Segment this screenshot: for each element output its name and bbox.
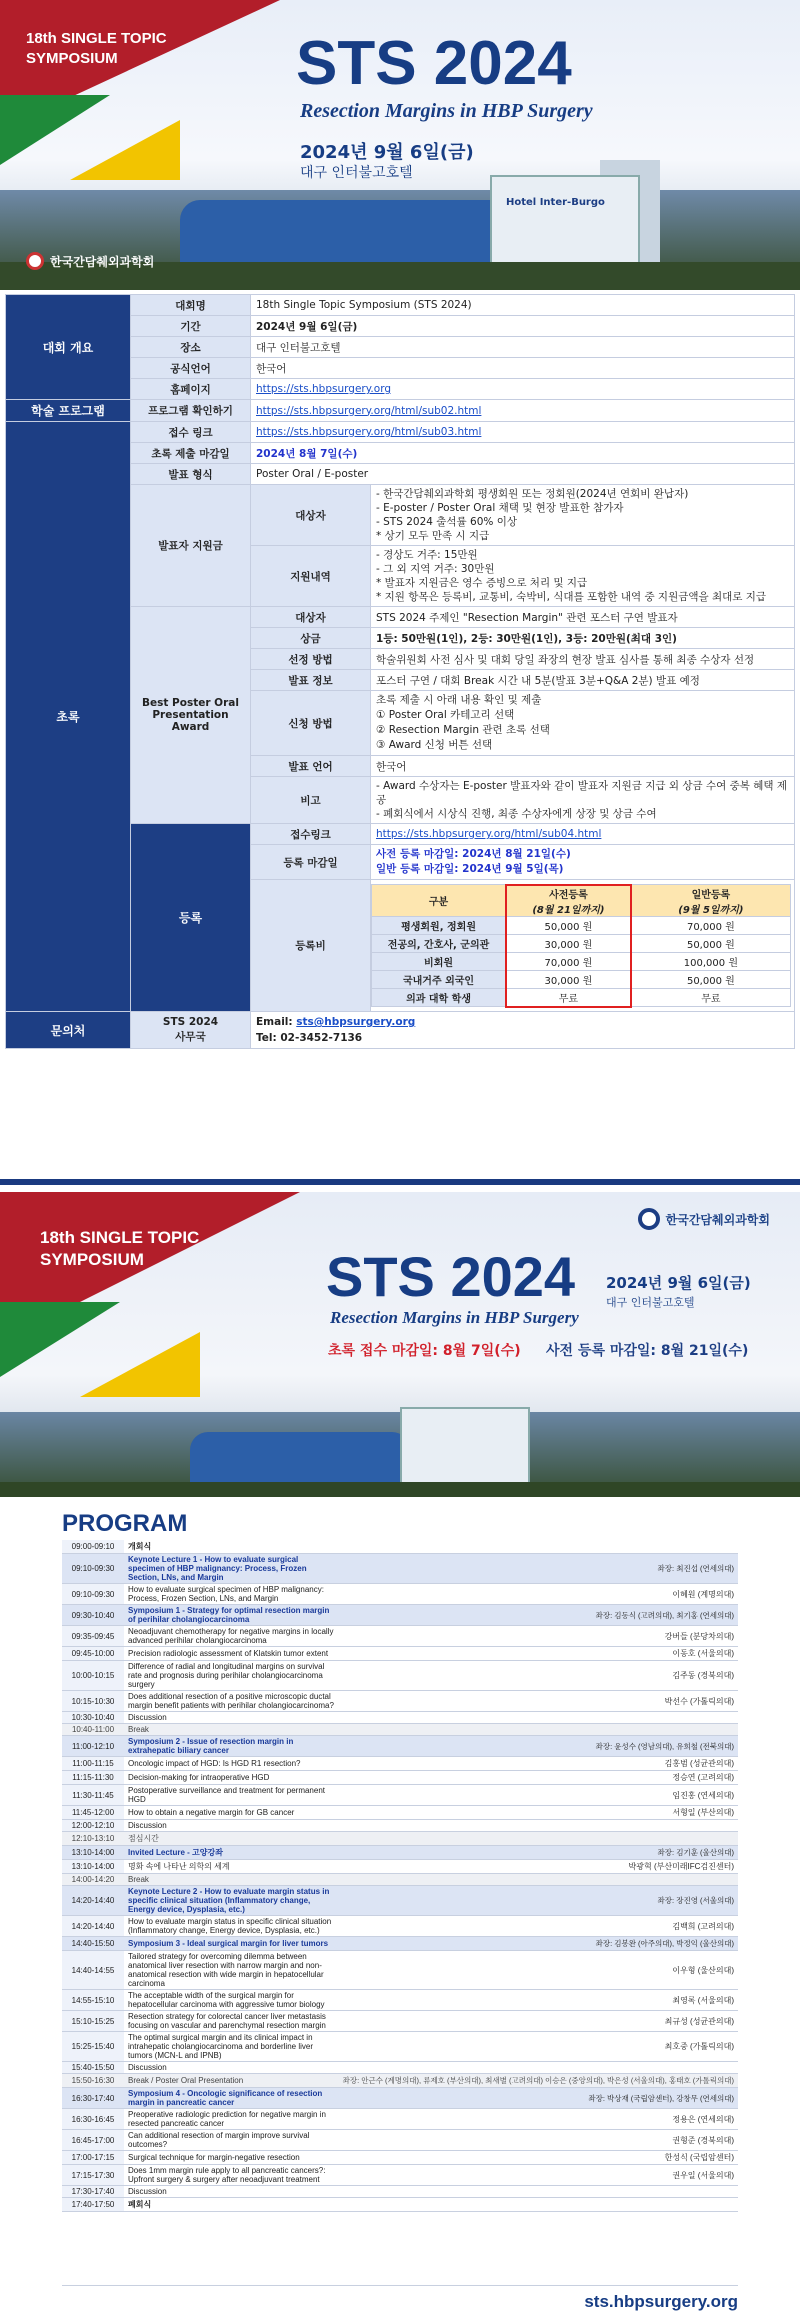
program-time: 10:15-10:30 xyxy=(62,1691,124,1712)
program-row xyxy=(62,2109,738,2130)
symposium-line2: SYMPOSIUM xyxy=(40,1250,144,1269)
fee-type: 의과 대학 학생 xyxy=(372,989,506,1007)
symposium-line1: 18th SINGLE TOPIC xyxy=(40,1228,200,1247)
support-detail-line: * 발표자 지원금은 영수 증빙으로 처리 및 지급 xyxy=(376,577,588,589)
category-contact: 문의처 xyxy=(6,1012,131,1049)
contact-tel: Tel: 02-3452-7136 xyxy=(256,1032,363,1044)
program-title: Break xyxy=(124,1874,339,1886)
program-time: 13:10-14:00 xyxy=(62,1860,124,1874)
program-speaker: 박광혁 (부산미래IFC검진센터) xyxy=(339,1860,738,1874)
note-line: - Award 수상자는 E-poster 발표자와 같이 발표자 지원금 지급 외 상금 수여 중복 혜택 제공 xyxy=(376,780,787,806)
contact-email-line xyxy=(256,1014,789,1030)
program-title: Symposium 2 - Issue of resection margin in extrahepatic biliary cancer xyxy=(124,1736,339,1757)
program-speaker xyxy=(339,2062,738,2074)
program-time: 10:30-10:40 xyxy=(62,1712,124,1724)
abstract-deadline: 2024년 8월 7일(수) xyxy=(251,443,795,464)
program-speaker: 최규성 (성균관의대) xyxy=(339,2011,738,2032)
program-time: 15:10-15:25 xyxy=(62,2011,124,2032)
program-time: 15:25-15:40 xyxy=(62,2032,124,2062)
program-time: 15:40-15:50 xyxy=(62,2062,124,2074)
program-speaker: 이혜원 (계명의대) xyxy=(339,1584,738,1605)
program-title: 폐회식 xyxy=(124,2198,339,2212)
program-time: 11:00-11:15 xyxy=(62,1757,124,1771)
support-target-line: - E-poster / Poster Oral 채택 및 현장 발표한 참가자 xyxy=(376,502,624,514)
program-row xyxy=(62,1937,738,1951)
contact-row xyxy=(6,1012,795,1049)
event-subtitle: Resection Margins in HBP Surgery xyxy=(300,100,593,122)
program-time: 14:00-14:20 xyxy=(62,1874,124,1886)
program-time: 14:20-14:40 xyxy=(62,1916,124,1937)
yellow-triangle-decor xyxy=(70,120,180,180)
program-speaker: 이동호 (서울의대) xyxy=(339,1647,738,1661)
program-speaker: 좌장: 장진영 (서울의대) xyxy=(339,1886,738,1916)
program-row xyxy=(62,1724,738,1736)
program-time: 14:20-14:40 xyxy=(62,1886,124,1916)
fee-row xyxy=(372,953,791,971)
program-speaker: 강버들 (분당차의대) xyxy=(339,1626,738,1647)
program-row xyxy=(62,2011,738,2032)
program-row xyxy=(62,1540,738,1554)
label-award-lang: 발표 언어 xyxy=(251,756,371,777)
program-time: 09:10-09:30 xyxy=(62,1554,124,1584)
info-table xyxy=(5,294,795,1049)
program-row xyxy=(62,2088,738,2109)
program-title: Symposium 3 - Ideal surgical margin for liver tumors xyxy=(124,1937,339,1951)
program-time: 09:10-09:30 xyxy=(62,1584,124,1605)
value-event-name: 18th Single Topic Symposium (STS 2024) xyxy=(251,295,795,316)
label-reg-link: 접수링크 xyxy=(251,824,371,845)
program-row xyxy=(62,1736,738,1757)
support-detail-line: - 그 외 지역 거주: 30만원 xyxy=(376,563,495,575)
label-program: 프로그램 확인하기 xyxy=(131,400,251,422)
program-row xyxy=(62,1691,738,1712)
apply-line: ③ Award 신청 버튼 선택 xyxy=(376,739,493,751)
program-title: Break xyxy=(124,1724,339,1736)
abstract-row xyxy=(6,422,795,443)
apply-line: ① Poster Oral 카테고리 선택 xyxy=(376,709,515,721)
program-section xyxy=(0,1192,800,2320)
fee-gen: 50,000 원 xyxy=(631,971,790,989)
top-banner xyxy=(0,0,800,290)
program-time: 15:50-16:30 xyxy=(62,2074,124,2088)
program-row xyxy=(62,1916,738,1937)
program-time: 16:30-17:40 xyxy=(62,2088,124,2109)
program-row xyxy=(62,1626,738,1647)
program-speaker xyxy=(339,1712,738,1724)
label-support: 발표자 지원금 xyxy=(131,485,251,607)
program-row xyxy=(62,2151,738,2165)
program-time: 13:10-14:00 xyxy=(62,1846,124,1860)
program-speaker: 최영록 (서울의대) xyxy=(339,1990,738,2011)
fee-row xyxy=(372,935,791,953)
label-format: 발표 형식 xyxy=(131,464,251,485)
award-apply xyxy=(371,691,795,756)
label-language: 공식언어 xyxy=(131,358,251,379)
program-speaker: 좌장: 박상재 (국립암센터), 강창무 (연세의대) xyxy=(339,2088,738,2109)
program-title: Does 1mm margin rule apply to all pancreatic cancers?: Upfront surgery & surgery after neoadjuvant treatment xyxy=(124,2165,339,2186)
program-title: 점심시간 xyxy=(124,1832,339,1846)
program-speaker: 정승연 (고려의대) xyxy=(339,1771,738,1785)
fee-row xyxy=(372,971,791,989)
society-emblem-icon xyxy=(26,252,44,270)
fee-type: 전공의, 간호사, 군의관 xyxy=(372,935,506,953)
program-speaker xyxy=(339,1540,738,1554)
label-award-info: 발표 정보 xyxy=(251,670,371,691)
support-detail-line: * 지원 항목은 등록비, 교통비, 숙박비, 식대를 포함한 내역 중 지원금액을 최대로 지급 xyxy=(376,591,767,603)
program-row xyxy=(62,1846,738,1860)
program-time: 14:55-15:10 xyxy=(62,1990,124,2011)
fee-pre: 30,000 원 xyxy=(506,971,632,989)
label-venue: 장소 xyxy=(131,337,251,358)
society-name: 한국간담췌외과학회 xyxy=(665,1212,770,1227)
program-row xyxy=(62,2198,738,2212)
society-emblem-icon xyxy=(638,1208,660,1230)
label-event-name: 대회명 xyxy=(131,295,251,316)
program-row xyxy=(62,2186,738,2198)
program-title: Discussion xyxy=(124,1712,339,1724)
program-time: 09:35-09:45 xyxy=(62,1626,124,1647)
program-speaker: 김백희 (고려의대) xyxy=(339,1916,738,1937)
society-logo xyxy=(638,1208,770,1230)
yellow-triangle-decor xyxy=(80,1332,200,1397)
program-title: Decision-making for intraoperative HGD xyxy=(124,1771,339,1785)
fee-gen: 50,000 원 xyxy=(631,935,790,953)
support-targets xyxy=(371,485,795,546)
pre-reg-deadline-banner: 사전 등록 마감일: 8월 21일(수) xyxy=(546,1343,749,1359)
program-title: Discussion xyxy=(124,2186,339,2198)
program-speaker: 좌장: 윤성수 (영남의대), 유희철 (전북의대) xyxy=(339,1736,738,1757)
program-time: 09:45-10:00 xyxy=(62,1647,124,1661)
category-abstract: 초록 xyxy=(6,422,131,1012)
program-time: 11:45-12:00 xyxy=(62,1806,124,1820)
fee-header-pre-date: (8월 21일까지) xyxy=(532,904,605,916)
program-title: Symposium 1 - Strategy for optimal resection margin of perihilar cholangiocarcinoma xyxy=(124,1605,339,1626)
banner2-photo-building xyxy=(190,1432,410,1487)
program-speaker xyxy=(339,1874,738,1886)
program-row xyxy=(62,1951,738,1990)
program-title: Tailored strategy for overcoming dilemma between anatomical liver resection with narrow margin and non-anatomical resection with wide margin in hepatocellular carcinoma xyxy=(124,1951,339,1990)
value-period: 2024년 9월 6일(금) xyxy=(251,316,795,337)
gen-reg-deadline: 일반 등록 마감일: 2024년 9월 5일(목) xyxy=(376,863,564,875)
program-time: 17:15-17:30 xyxy=(62,2165,124,2186)
overview-row xyxy=(6,295,795,316)
fee-pre: 30,000 원 xyxy=(506,935,632,953)
program-title: Does additional resection of a positive microscopic ductal margin benefit patients with perihilar cholangiocarcinoma? xyxy=(124,1691,339,1712)
label-homepage: 홈페이지 xyxy=(131,379,251,400)
fee-pre: 50,000 원 xyxy=(506,917,632,935)
category-overview: 대회 개요 xyxy=(6,295,131,400)
program-row xyxy=(62,1647,738,1661)
program-title: The optimal surgical margin and its clinical impact in intrahepatic cholangiocarcinoma and borderline liver tumors (MCN-L and IPNB) xyxy=(124,2032,339,2062)
program-title: Postoperative surveillance and treatment for permanent HGD xyxy=(124,1785,339,1806)
award-notes xyxy=(371,777,795,824)
program-speaker: 권형준 (경북의대) xyxy=(339,2130,738,2151)
program-time: 17:40-17:50 xyxy=(62,2198,124,2212)
symposium-line1: 18th SINGLE TOPIC xyxy=(26,30,167,47)
label-award-target: 대상자 xyxy=(251,607,371,628)
fee-gen: 100,000 원 xyxy=(631,953,790,971)
program-title: Discussion xyxy=(124,1820,339,1832)
program-speaker xyxy=(339,2186,738,2198)
program-row xyxy=(6,400,795,422)
program-row xyxy=(62,1605,738,1626)
value-award-prize: 1등: 50만원(1인), 2등: 30만원(1인), 3등: 20만원(최대 3인) xyxy=(371,628,795,649)
category-program: 학술 프로그램 xyxy=(6,400,131,422)
note-line: - 폐회식에서 시상식 진행, 최종 수상자에게 상장 및 상금 수여 xyxy=(376,808,657,820)
program-link[interactable]: https://sts.hbpsurgery.org/html/sub02.html xyxy=(256,404,482,417)
program-speaker: 한성식 (국립암센터) xyxy=(339,2151,738,2165)
program-title: Precision radiologic assessment of Klatskin tumor extent xyxy=(124,1647,339,1661)
value-award-lang: 한국어 xyxy=(371,756,795,777)
program-row xyxy=(62,1785,738,1806)
fee-pre: 무료 xyxy=(506,989,632,1007)
label-award-note: 비고 xyxy=(251,777,371,824)
value-venue: 대구 인터불고호텔 xyxy=(251,337,795,358)
program-time: 11:30-11:45 xyxy=(62,1785,124,1806)
program-row xyxy=(62,1806,738,1820)
program-row xyxy=(62,2062,738,2074)
program-row xyxy=(62,2074,738,2088)
program-row xyxy=(62,1820,738,1832)
event-subtitle: Resection Margins in HBP Surgery xyxy=(330,1308,579,1327)
banner2-photo-hotel xyxy=(400,1407,530,1487)
program-time: 09:30-10:40 xyxy=(62,1605,124,1626)
program-time: 12:00-12:10 xyxy=(62,1820,124,1832)
program-speaker xyxy=(339,1724,738,1736)
label-support-detail: 지원내역 xyxy=(251,546,371,607)
program-title: Keynote Lecture 2 - How to evaluate margin status in specific clinical situation (Inflammatory change, Energy device, Dysplasia, etc.) xyxy=(124,1886,339,1916)
label-fee: 등록비 xyxy=(251,880,371,1012)
program-speaker: 좌장: 안근수 (계명의대), 류제호 (부산의대), 최새별 (고려의대) 이승은 (중앙의대), 박은성 (서울의대), 홍태호 (가톨릭의대) xyxy=(339,2074,738,2088)
fee-table xyxy=(371,884,791,1007)
banner-photo-hotel xyxy=(490,175,640,270)
program-time: 16:45-17:00 xyxy=(62,2130,124,2151)
label-abstract-link: 접수 링크 xyxy=(131,422,251,443)
program-title: Oncologic impact of HGD: Is HGD R1 resection? xyxy=(124,1757,339,1771)
program-row xyxy=(62,1584,738,1605)
contact-email-link[interactable]: sts@hbpsurgery.org xyxy=(296,1016,416,1028)
email-label: Email: xyxy=(256,1016,297,1028)
pre-reg-deadline: 사전 등록 마감일: 2024년 8월 21일(수) xyxy=(376,848,571,860)
program-row xyxy=(62,1874,738,1886)
program-time: 17:00-17:15 xyxy=(62,2151,124,2165)
fee-header-pre-label: 사전등록 xyxy=(549,889,588,901)
program-title: 명화 속에 나타난 의학의 세계 xyxy=(124,1860,339,1874)
program-row xyxy=(62,2130,738,2151)
label-award-prize: 상금 xyxy=(251,628,371,649)
program-table xyxy=(62,1540,738,2212)
fee-pre: 70,000 원 xyxy=(506,953,632,971)
program-banner xyxy=(0,1192,800,1497)
apply-line: ② Resection Margin 관련 초록 선택 xyxy=(376,724,550,736)
program-heading: PROGRAM xyxy=(62,1510,188,1537)
program-time: 12:10-13:10 xyxy=(62,1832,124,1846)
program-title: Break / Poster Oral Presentation xyxy=(124,2074,339,2088)
society-name: 한국간담췌외과학회 xyxy=(50,254,155,269)
program-speaker: 서형일 (부산의대) xyxy=(339,1806,738,1820)
value-format: Poster Oral / E-poster xyxy=(251,464,795,485)
fee-header-gen xyxy=(631,885,790,917)
program-time: 11:15-11:30 xyxy=(62,1771,124,1785)
event-date: 2024년 9월 6일(금) xyxy=(300,142,474,163)
program-speaker xyxy=(339,2198,738,2212)
abstract-deadline-banner: 초록 접수 마감일: 8월 7일(수) xyxy=(328,1343,521,1359)
program-row xyxy=(62,1554,738,1584)
program-time: 14:40-14:55 xyxy=(62,1951,124,1990)
event-venue: 대구 인터불고호텔 xyxy=(606,1296,695,1309)
program-row xyxy=(62,1990,738,2011)
label-award: Best Poster Oral Presentation Award xyxy=(131,607,251,824)
program-speaker: 김주동 (경북의대) xyxy=(339,1661,738,1691)
program-speaker: 좌장: 김봉완 (아주의대), 박정익 (울산의대) xyxy=(339,1937,738,1951)
program-title: How to evaluate surgical specimen of HBP malignancy: Process, Frozen Section, LNs, and Margin xyxy=(124,1584,339,1605)
program-title: How to obtain a negative margin for GB cancer xyxy=(124,1806,339,1820)
fee-header-pre xyxy=(506,885,632,917)
program-row xyxy=(62,1661,738,1691)
support-target-line: - 한국간담췌외과학회 평생회원 또는 정회원(2024년 연회비 완납자) xyxy=(376,488,689,500)
label-contact xyxy=(131,1012,251,1049)
program-row xyxy=(62,1757,738,1771)
program-row xyxy=(62,1886,738,1916)
program-row xyxy=(62,1771,738,1785)
value-award-info: 포스터 구연 / 대회 Break 시간 내 5분(발표 3분+Q&A 2분) 발표 예정 xyxy=(371,670,795,691)
program-time: 10:40-11:00 xyxy=(62,1724,124,1736)
event-date: 2024년 9월 6일(금) xyxy=(606,1274,751,1292)
program-title: Neoadjuvant chemotherapy for negative margins in locally advanced perihilar cholangiocarcinoma xyxy=(124,1626,339,1647)
program-speaker: 임진홍 (연세의대) xyxy=(339,1785,738,1806)
program-speaker: 최호중 (가톨릭의대) xyxy=(339,2032,738,2062)
label-abstract-deadline: 초록 제출 마감일 xyxy=(131,443,251,464)
category-registration: 등록 xyxy=(131,824,251,1012)
program-speaker xyxy=(339,1820,738,1832)
program-time: 11:00-12:10 xyxy=(62,1736,124,1757)
program-time: 14:40-15:50 xyxy=(62,1937,124,1951)
fee-type: 국내거주 외국인 xyxy=(372,971,506,989)
program-speaker: 이우형 (울산의대) xyxy=(339,1951,738,1990)
program-row xyxy=(62,1860,738,1874)
label-award-apply: 신청 방법 xyxy=(251,691,371,756)
program-title: 개회식 xyxy=(124,1540,339,1554)
program-speaker: 좌장: 최진섭 (연세의대) xyxy=(339,1554,738,1584)
label-support-target: 대상자 xyxy=(251,485,371,546)
program-row xyxy=(62,1832,738,1846)
banner2-photo-ground xyxy=(0,1482,800,1497)
program-title: Invited Lecture - 고양강좌 xyxy=(124,1846,339,1860)
program-title: Keynote Lecture 1 - How to evaluate surgical specimen of HBP malignancy: Process, Frozen Section, LNs, and Margin xyxy=(124,1554,339,1584)
value-award-target: STS 2024 주제인 "Resection Margin" 관련 포스터 구연 발표자 xyxy=(371,607,795,628)
program-row xyxy=(62,1712,738,1724)
society-logo xyxy=(26,252,154,270)
value-language: 한국어 xyxy=(251,358,795,379)
program-speaker: 권우일 (서울의대) xyxy=(339,2165,738,2186)
program-title: The acceptable width of the surgical margin for hepatocellular carcinoma with aggressive tumor biology xyxy=(124,1990,339,2011)
registration-link[interactable]: https://sts.hbpsurgery.org/html/sub04.html xyxy=(376,828,602,840)
program-speaker: 좌장: 김기훈 (울산의대) xyxy=(339,1846,738,1860)
hotel-sign: Hotel Inter-Burgo xyxy=(506,197,605,208)
fee-gen: 70,000 원 xyxy=(631,917,790,935)
fee-gen: 무료 xyxy=(631,989,790,1007)
fee-type: 비회원 xyxy=(372,953,506,971)
support-target-line: * 상기 모두 만족 시 지급 xyxy=(376,530,490,542)
program-title: Can additional resection of margin improve survival outcomes? xyxy=(124,2130,339,2151)
program-time: 17:30-17:40 xyxy=(62,2186,124,2198)
support-details xyxy=(371,546,795,607)
fee-header-gen-label: 일반등록 xyxy=(691,889,731,901)
fee-header-type: 구분 xyxy=(372,885,506,917)
footer-url[interactable]: sts.hbpsurgery.org xyxy=(584,2292,738,2311)
label-award-selection: 선정 방법 xyxy=(251,649,371,670)
symposium-line2: SYMPOSIUM xyxy=(26,50,118,67)
abstract-link[interactable]: https://sts.hbpsurgery.org/html/sub03.html xyxy=(256,426,482,438)
footer-divider xyxy=(62,2285,738,2286)
program-row xyxy=(62,2165,738,2186)
support-target-line: - STS 2024 출석률 60% 이상 xyxy=(376,516,517,528)
program-time: 10:00-10:15 xyxy=(62,1661,124,1691)
event-title: STS 2024 xyxy=(296,29,572,98)
fee-header-gen-date: (9월 5일까지) xyxy=(678,904,744,916)
program-title: Discussion xyxy=(124,2062,339,2074)
label-period: 기간 xyxy=(131,316,251,337)
program-speaker: 좌장: 김동식 (고려의대), 최기홍 (연세의대) xyxy=(339,1605,738,1626)
program-time: 09:00-09:10 xyxy=(62,1540,124,1554)
event-venue: 대구 인터불고호텔 xyxy=(300,165,413,181)
label-reg-deadline: 등록 마감일 xyxy=(251,845,371,880)
program-title: Preoperative radiologic prediction for negative margin in resected pancreatic cancer xyxy=(124,2109,339,2130)
program-title: How to evaluate margin status in specific clinical situation (Inflammatory change, Energy device, Dysplasia, etc.) xyxy=(124,1916,339,1937)
contact-label-line1: STS 2024 xyxy=(162,1016,219,1028)
homepage-link[interactable]: https://sts.hbpsurgery.org xyxy=(256,383,391,395)
value-award-selection: 학술위원회 사전 심사 및 대회 당일 좌장의 현장 발표 심사를 통해 최종 수상자 선정 xyxy=(371,649,795,670)
program-title: Difference of radial and longitudinal margins on survival rate and prognosis during perihilar cholangiocarcinoma surgery xyxy=(124,1661,339,1691)
program-speaker: 정용은 (연세의대) xyxy=(339,2109,738,2130)
program-row xyxy=(62,2032,738,2062)
program-speaker: 박선수 (가톨릭의대) xyxy=(339,1691,738,1712)
event-title: STS 2024 xyxy=(326,1245,576,1308)
fee-row xyxy=(372,989,791,1007)
program-speaker: 김홍범 (성균관의대) xyxy=(339,1757,738,1771)
program-title: Resection strategy for colorectal cancer liver metastasis focusing on vascular and parenchymal resection margin xyxy=(124,2011,339,2032)
fee-type: 평생회원, 정회원 xyxy=(372,917,506,935)
contact-label-line2: 사무국 xyxy=(175,1031,206,1043)
program-title: Surgical technique for margin-negative resection xyxy=(124,2151,339,2165)
program-title: Symposium 4 - Oncologic significance of resection margin in pancreatic cancer xyxy=(124,2088,339,2109)
program-time: 16:30-16:45 xyxy=(62,2109,124,2130)
program-speaker xyxy=(339,1832,738,1846)
fee-row xyxy=(372,917,791,935)
apply-line: 초록 제출 시 아래 내용 확인 및 제출 xyxy=(376,694,542,706)
support-detail-line: - 경상도 거주: 15만원 xyxy=(376,549,478,561)
